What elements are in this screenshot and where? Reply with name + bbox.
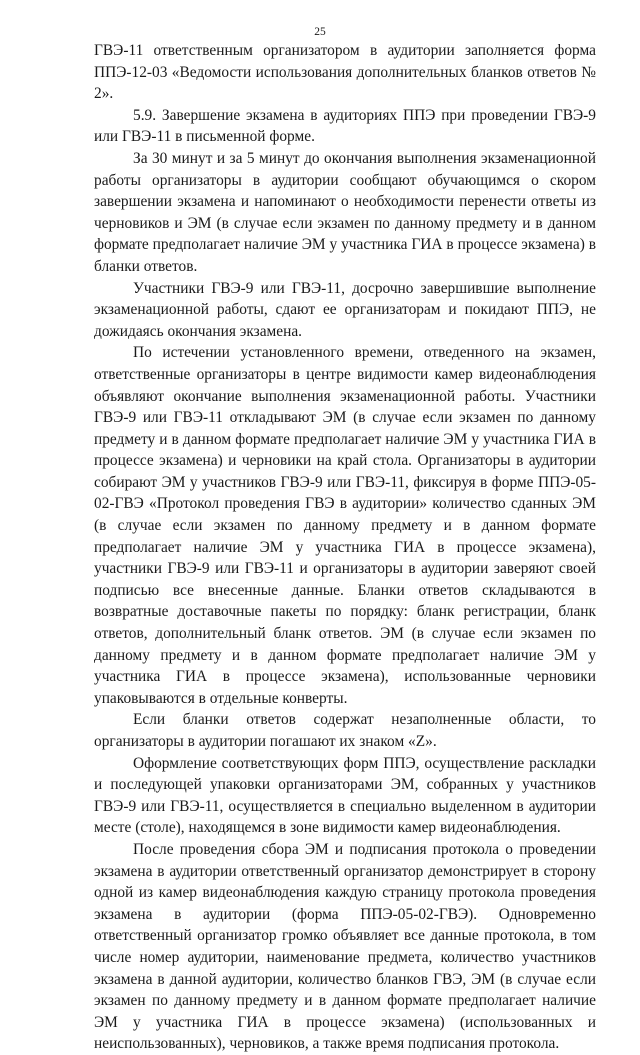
paragraph-protocol-demonstration: После проведения сбора ЭМ и подписания протокола о проведении экзамена в аудитории ответственный организатор демонстрирует в сторону одной из камер видеонаблюдения каждую страницу протокола проведения экзамена в аудитории (форма ППЭ-05-02-ГВЭ). Одновременно ответственный организатор громко объявляет все данные протокола, в том числе номер аудитории, наименование предмета, количество участников экзамена в данной аудитории, количество бланков ГВЭ, ЭМ (в случае если экзамен по данному предмету и в данном формате предполагает наличие ЭМ у участника ГИА в процессе экзамена) (использованных и неиспользованных), черновиков, а также время подписания протокола. [94,840,596,1053]
paragraph-forms-packaging: Оформление соответствующих форм ППЭ, осуществление раскладки и последующей упаковки организаторами ЭМ, собранных у участников ГВЭ-9 или ГВЭ-11, осуществляется в специально выделенном в аудитории месте (столе), находящемся в зоне видимости камер видеонаблюдения. [94,754,596,837]
section-heading-5-9: 5.9. Завершение экзамена в аудиториях ППЭ при проведении ГВЭ-9 или ГВЭ-11 в письменной форме. [94,106,596,146]
paragraph-time-warning: За 30 минут и за 5 минут до окончания выполнения экзаменационной работы организаторы в аудитории сообщают обучающимся о скором завершении экзамена и напоминают о необходимости перенести ответы из черновиков и ЭМ (в случае если экзамен по данному предмету и в данном формате предполагает наличие ЭМ у участника ГИА в процессе экзамена) в бланки ответов. [94,149,596,275]
paragraph-blank-areas: Если бланки ответов содержат незаполненные области, то организаторы в аудитории погашают их знаком «Z». [94,711,596,750]
paragraph-continuation: ГВЭ-11 ответственным организатором в аудитории заполняется форма ППЭ-12-03 «Ведомости использования дополнительных бланков ответов № 2». [94,42,596,103]
document-body [94,40,596,1055]
paragraph-early-finish: Участники ГВЭ-9 или ГВЭ-11, досрочно завершившие выполнение экзаменационной работы, сдают ее организаторам и покидают ППЭ, не дожидаясь окончания экзамена. [94,279,596,340]
page-number: 25 [314,26,326,38]
paragraph-collection-procedure: По истечении установленного времени, отведенного на экзамен, ответственные организаторы в центре видимости камер видеонаблюдения объявляют окончание выполнения экзаменационной работы. Участники ГВЭ-9 или ГВЭ-11 откладывают ЭМ (в случае если экзамен по данному предмету и в данном формате предполагает наличие ЭМ у участника ГИА в процессе экзамена) и черновики на край стола. Организаторы в аудитории собирают ЭМ у участников ГВЭ-9 или ГВЭ-11, фиксируя в форме ППЭ-05-02-ГВЭ «Протокол проведения ГВЭ в аудитории» количество сданных ЭМ (в случае если экзамен по данному предмету и в данном формате предполагает наличие ЭМ у участника ГИА в процессе экзамена), участники ГВЭ-9 или ГВЭ-11 и организаторы в аудитории заверяют своей подписью все внесенные данные. Бланки ответов складываются в возвратные доставочные пакеты по порядку: бланк регистрации, бланк ответов, дополнительный бланк ответов. ЭМ (в случае если экзамен по данному предмету и в данном формате предполагает наличие ЭМ у участника ГИА в процессе экзамена), использованные черновики упаковываются в отдельные конверты. [94,344,596,707]
